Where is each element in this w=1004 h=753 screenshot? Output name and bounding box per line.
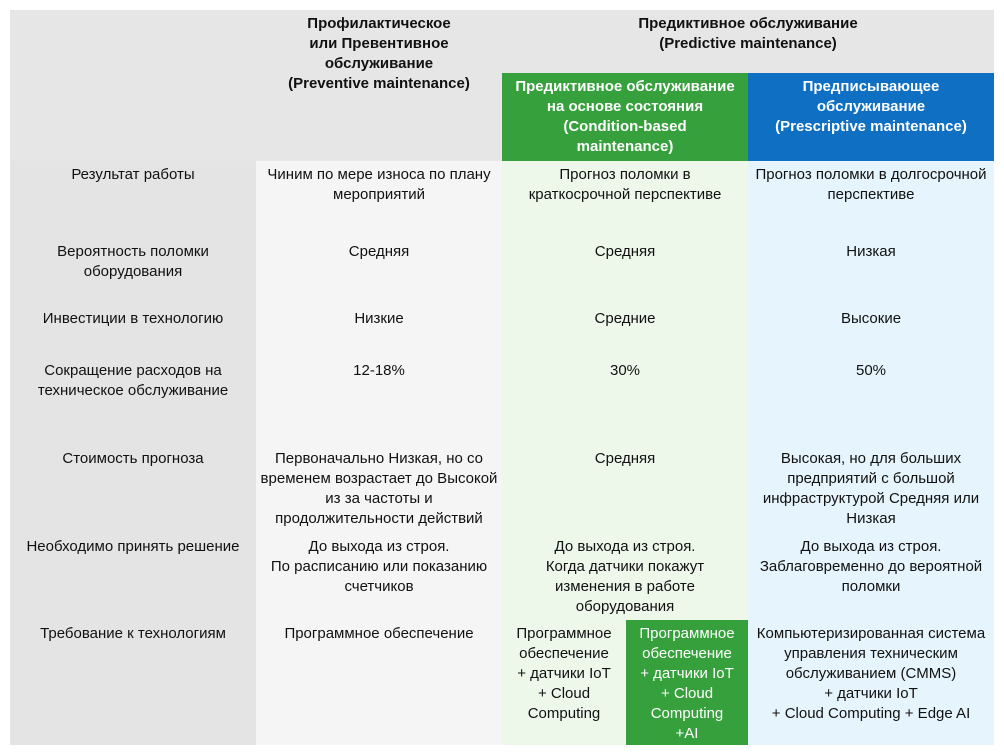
cell-text-line: обслуживание bbox=[324, 55, 434, 72]
cell-prescriptive-decision bbox=[748, 533, 994, 620]
cell-text-line: Предписывающее bbox=[802, 78, 940, 95]
cell-text-line: управления техническим bbox=[784, 645, 958, 662]
cell-text-line: Средняя bbox=[348, 243, 410, 260]
cell-text-line: + датчики IoT bbox=[824, 685, 918, 702]
cell-text-line: Вероятность поломки bbox=[57, 243, 209, 260]
cell-text-line: Профилактическое bbox=[307, 15, 451, 32]
cell-text-line: maintenance) bbox=[576, 138, 674, 155]
cell-preventive-cost-reduction bbox=[256, 357, 502, 445]
cell-text-line: Средние bbox=[594, 310, 656, 327]
cell-text-line: (Condition-based bbox=[563, 118, 687, 135]
cell-text-line: Необходимо принять решение bbox=[26, 538, 240, 555]
row-label-cost-reduction bbox=[10, 357, 256, 445]
cell-text-line: изменения в работе bbox=[555, 578, 695, 595]
cell-text-line: краткосрочной перспективе bbox=[528, 186, 722, 203]
cell-text-line: До выхода из строя. bbox=[800, 538, 942, 555]
cell-text-line: Высокие bbox=[840, 310, 902, 327]
cell-text-line: Низкая bbox=[846, 243, 896, 260]
header-predictive bbox=[502, 10, 994, 73]
cell-text-line: мероприятий bbox=[333, 186, 425, 203]
cell-preventive-forecast-cost bbox=[256, 445, 502, 533]
cell-preventive-decision bbox=[256, 533, 502, 620]
cell-preventive-result bbox=[256, 161, 502, 238]
cell-text-line: 30% bbox=[609, 362, 641, 379]
cell-text-line: из за частоты и bbox=[325, 490, 433, 507]
cell-text-line: инфраструктурой Средняя или bbox=[762, 490, 980, 507]
cell-text-line: Программное bbox=[516, 625, 612, 642]
cell-text-line: Результат работы bbox=[71, 166, 195, 183]
cell-text-line: 12-18% bbox=[353, 362, 405, 379]
row-label-technology-requirements bbox=[10, 620, 256, 745]
header-prescriptive bbox=[748, 73, 994, 161]
cell-text-line: + датчики IoT bbox=[517, 665, 611, 682]
cell-prescriptive-failure-probability bbox=[748, 238, 994, 305]
cell-text-line: временем возрастает до Высокой bbox=[260, 470, 498, 487]
cell-text-line: (Predictive maintenance) bbox=[659, 35, 837, 52]
cell-condition-investment bbox=[502, 305, 748, 357]
cell-text-line: До выхода из строя. bbox=[308, 538, 450, 555]
cell-condition-result bbox=[502, 161, 748, 238]
cell-text-line: Computing bbox=[527, 705, 601, 722]
header-preventive bbox=[256, 10, 502, 161]
cell-text-line: +AI bbox=[675, 725, 699, 742]
cell-prescriptive-technology-requirements bbox=[748, 620, 994, 745]
cell-text-line: Когда датчики покажут bbox=[545, 558, 705, 575]
cell-text-line: обеспечение bbox=[519, 645, 609, 662]
cell-text-line: Низкие bbox=[354, 310, 404, 327]
cell-text-line: счетчиков bbox=[344, 578, 414, 595]
cell-text-line: поломки bbox=[841, 578, 901, 595]
cell-prescriptive-result bbox=[748, 161, 994, 238]
cell-text-line: обслуживание bbox=[816, 98, 926, 115]
cell-text-line: (Preventive maintenance) bbox=[288, 75, 470, 92]
cell-text-line: Прогноз поломки в долгосрочной bbox=[755, 166, 987, 183]
cell-text-line: (Prescriptive maintenance) bbox=[775, 118, 967, 135]
cell-text-line: 50% bbox=[855, 362, 887, 379]
cell-condition-technology-requirements-ai bbox=[626, 620, 748, 745]
cell-text-line: По расписанию или показанию bbox=[270, 558, 488, 575]
row-label-forecast-cost bbox=[10, 445, 256, 533]
cell-condition-decision bbox=[502, 533, 748, 620]
row-label-decision bbox=[10, 533, 256, 620]
cell-text-line: + Cloud bbox=[660, 685, 714, 702]
cell-text-line: оборудования bbox=[575, 598, 675, 615]
cell-condition-cost-reduction bbox=[502, 357, 748, 445]
cell-text-line: + датчики IoT bbox=[640, 665, 734, 682]
cell-text-line: Средняя bbox=[594, 243, 656, 260]
cell-text-line: Стоимость прогноза bbox=[62, 450, 204, 467]
cell-preventive-technology-requirements bbox=[256, 620, 502, 745]
cell-prescriptive-investment bbox=[748, 305, 994, 357]
row-label-failure-probability bbox=[10, 238, 256, 305]
header-strategy bbox=[10, 10, 256, 161]
cell-text-line: обеспечение bbox=[642, 645, 732, 662]
cell-text-line: Высокая, но для больших bbox=[780, 450, 962, 467]
cell-text-line: Чиним по мере износа по плану bbox=[267, 166, 491, 183]
cell-text-line: Предиктивное обслуживание bbox=[515, 78, 735, 95]
cell-condition-technology-requirements bbox=[502, 620, 626, 745]
cell-preventive-failure-probability bbox=[256, 238, 502, 305]
cell-text-line: Программное обеспечение bbox=[284, 625, 474, 642]
cell-text-line: Сокращение расходов на bbox=[44, 362, 222, 379]
header-condition-based bbox=[502, 73, 748, 161]
cell-text-line: продолжительности действий bbox=[275, 510, 483, 527]
cell-text-line: техническое обслуживание bbox=[37, 382, 229, 399]
cell-condition-forecast-cost bbox=[502, 445, 748, 533]
cell-text-line: Первоначально Низкая, но со bbox=[274, 450, 483, 467]
cell-text-line: или Превентивное bbox=[309, 35, 449, 52]
cell-condition-failure-probability bbox=[502, 238, 748, 305]
cell-text-line: Средняя bbox=[594, 450, 656, 467]
row-label-result bbox=[10, 161, 256, 238]
cell-text-line: До выхода из строя. bbox=[554, 538, 696, 555]
cell-text-line: перспективе bbox=[827, 186, 915, 203]
row-label-investment bbox=[10, 305, 256, 357]
cell-text-line: Предиктивное обслуживание bbox=[638, 15, 858, 32]
cell-text-line: Заблаговременно до вероятной bbox=[759, 558, 983, 575]
cell-text-line: Низкая bbox=[846, 510, 896, 527]
cell-text-line: Прогноз поломки в bbox=[559, 166, 691, 183]
cell-text-line: Компьютеризированная система bbox=[756, 625, 986, 642]
cell-text-line: оборудования bbox=[83, 263, 183, 280]
cell-text-line: Программное bbox=[639, 625, 735, 642]
cell-text-line: Computing bbox=[650, 705, 724, 722]
cell-text-line: Инвестиции в технологию bbox=[42, 310, 224, 327]
cell-text-line: Требование к технологиям bbox=[40, 625, 226, 642]
cell-text-line: обслуживанием (CMMS) bbox=[785, 665, 957, 682]
cell-text-line: + Cloud bbox=[537, 685, 591, 702]
cell-preventive-investment bbox=[256, 305, 502, 357]
cell-prescriptive-cost-reduction bbox=[748, 357, 994, 445]
cell-prescriptive-forecast-cost bbox=[748, 445, 994, 533]
cell-text-line: предприятий с большой bbox=[787, 470, 955, 487]
cell-text-line: + Cloud Computing + Edge AI bbox=[771, 705, 971, 722]
cell-text-line: на основе состояния bbox=[546, 98, 704, 115]
